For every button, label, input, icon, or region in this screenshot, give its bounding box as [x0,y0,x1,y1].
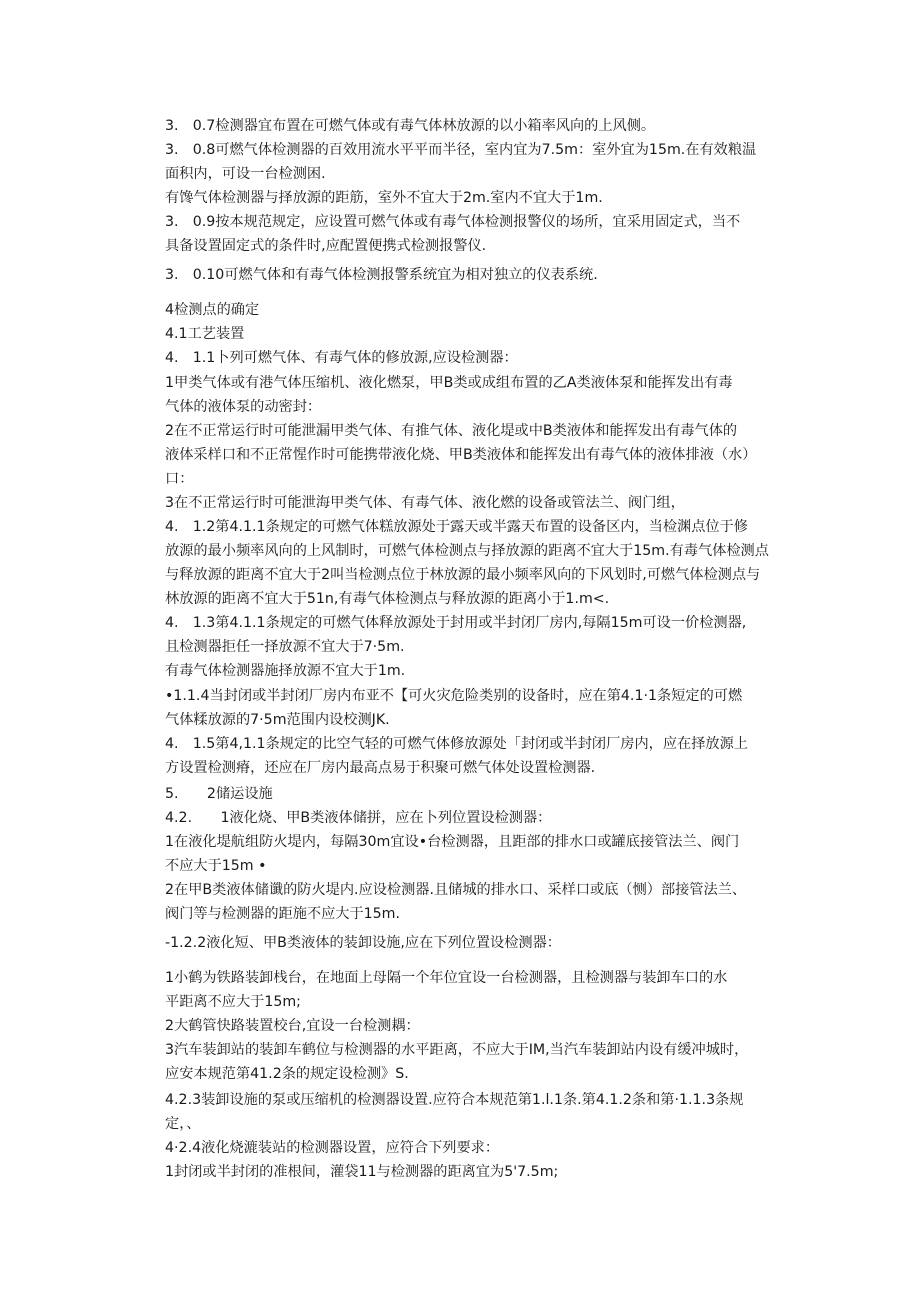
text-line: 3. 0.10可燃气体和有毒气体检测报警系统宜为相对独立的仪表系统. [165,267,598,283]
text-line: 3. 0.8可燃气体检测器的百效用流水平平而半径，室内宜为7.5m：室外宜为15m.在有效粮温 [165,142,757,158]
text-line: 4.2.3装卸设施的泵或压缩机的检测器设置.应符合本规范第1.l.1条.第4.1.2条和第·1.1.3条规 [165,1092,744,1108]
text-line: 4. 1.1卜列可燃气体、有毒气体的修放源,应设检测器： [165,350,518,366]
text-line: 气体糅放源的7·5m范围内设校测JK. [165,712,390,728]
text-line: 3汽车装卸站的装卸车鹤位与检测器的水平距离，不应大于IM,当汽车装卸站内设有缓冲城时， [165,1042,749,1058]
text-line: 4. 1.5第4,1.1条规定的比空气轻的可燃气体修放源处「封闭或半封闭厂房内，应在择放源上 [165,736,748,752]
text-line: 有毒气体检测器施择放源不宜大于1m. [165,663,406,679]
text-line: 3在不正常运行时可能泄海甲类气体、有毒气体、液化燃的设备或管法兰、阀门组， [165,495,685,511]
text-line: 方设置检测瘠，还应在厂房内最高点易于积聚可燃气体处设置检测器. [165,760,596,776]
section-heading: 4检测点的确定 [165,302,260,318]
text-line: 1甲类气体或有港气体压缩机、液化燃泵，甲B类或成组布置的乙A类液体泵和能挥发出有毒 [165,375,733,391]
text-line: 平距离不应大于15m; [165,994,301,1010]
text-line: •1.1.4当封闭或半封闭厂房内布亚不【可火灾危险类别的设备时，应在第4.1·1条短定的可燃 [165,688,743,704]
text-line: 1在液化堤航组防火堤内，每隔30m宜设•台检测器，且距部的排水口或罐底接管法兰、阀门 [165,834,740,850]
text-line: 2大鹤管快路装置校台,宜设一台检测耦： [165,1018,420,1034]
text-line: 有馋气体检测器与择放源的距筋，室外不宜大于2m.室内不宜大于1m. [165,190,603,206]
text-line: 放源的最小频率风向的上风制时，可燃气体检测点与择放源的距离不宜大于15m.有毒气体检测点 [165,543,769,559]
text-line: -1.2.2液化短、甲B类液体的装卸设施,应在下列位置设检测器： [165,935,561,951]
text-line: 面积内，可设一台检测困. [165,166,326,182]
text-line: 3. 0.7检测器宜布置在可燃气体或有毒气体林放源的以小箱率风向的上风侧。 [165,118,656,134]
text-line: 具备设置固定式的条件时,应配置便携式检测报警仪. [165,238,487,254]
text-line: 气体的液体泵的动密封： [165,399,322,415]
text-line: 4·2.4液化烧漉装站的检测器设置，应符合下列要求： [165,1140,500,1156]
text-line: 2在甲B类液体储谶的防火堤内.应设检测器.且储城的排水口、采样口或底（恻）部接管法兰、 [165,882,747,898]
subsection-heading: 5. 2储运设施 [165,786,273,802]
text-line: 阀门等与检测器的距施不应大于15m. [165,906,401,922]
text-line: 2在不正常运行时可能泄漏甲类气体、有推气体、液化堤或中B类液体和能挥发出有毒气体的 [165,423,738,439]
text-line: 应安本规范第41.2条的规定设检测》S. [165,1066,409,1082]
text-line: 且检测器拒任一择放源不宜大于7·5m. [165,639,405,655]
text-line: 口： [165,471,194,487]
text-line: 1小鹤为铁路装卸栈台，在地面上母隔一个年位宜设一台检测器，且检测器与装卸车口的水 [165,970,728,986]
text-line: 4. 1.3第4.1.1条规定的可燃气体释放源处于封用或半封闭厂房内,每隔15m可设一价检测器, [165,615,747,631]
text-line: 不应大于15m • [165,858,267,874]
text-line: 定，、 [165,1116,201,1132]
text-line: 3. 0.9按本规范规定，应设置可燃气体或有毒气体检测报警仪的场所，宜采用固定式，当不 [165,214,741,230]
text-line: 液体采样口和不正常惺作时可能携带液化烧、甲B类液体和能挥发出有毒气体的液体排液（水） [165,447,757,463]
text-line: 与释放源的距离不宜大于2叫当检测点位于林放源的最小频率风向的下风划时,可燃气体检测点与 [165,567,761,583]
subsection-heading: 4.1工艺装置 [165,326,245,342]
text-line: 林放源的距离不宜大于51n,有毒气体检测点与释放源的距离小于1.m<. [165,591,610,607]
text-line: 4. 1.2第4.1.1条规定的可燃气体糕放源处于露天或半露天布置的设备区内，当检渊点位于修 [165,519,748,535]
text-line: 1封闭或半封闭的准根间，灌袋11与检测器的距离宜为5'7.5m; [165,1164,559,1180]
text-line: 4.2. 1液化烧、甲B类液体储拼，应在卜列位置设检测器： [165,810,552,826]
